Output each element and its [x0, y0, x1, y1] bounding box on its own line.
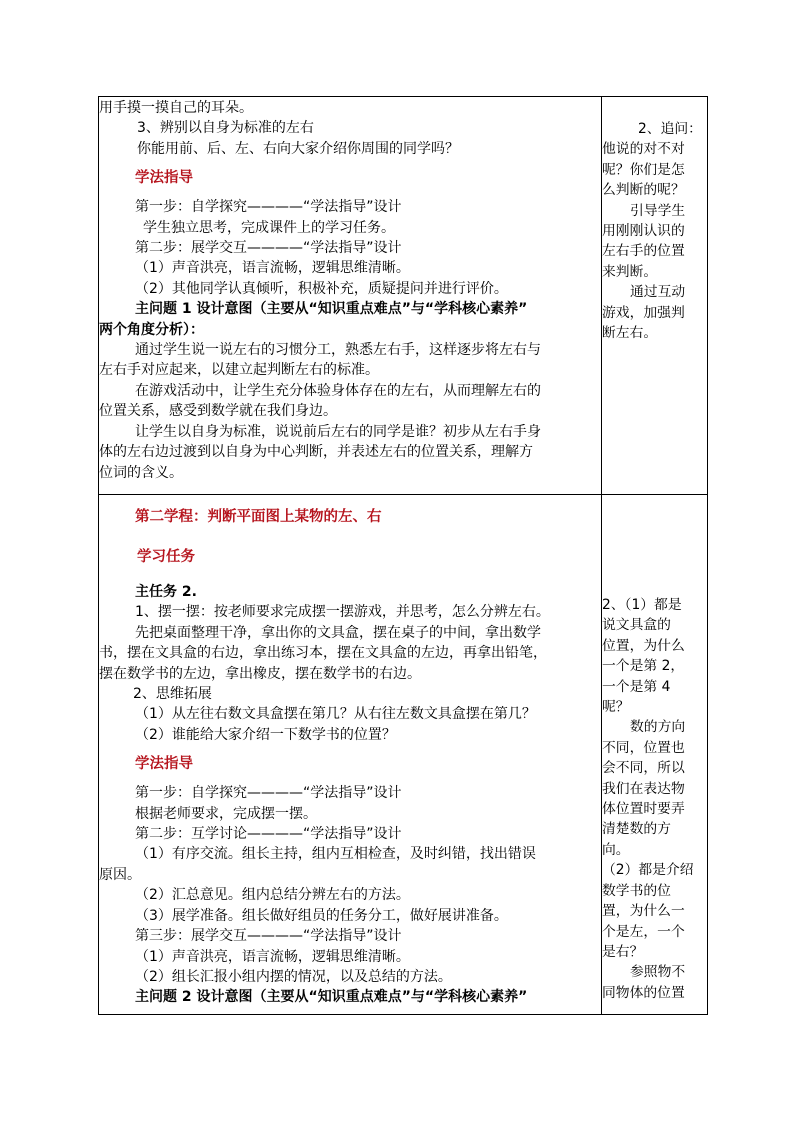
section1-row: [99, 97, 708, 495]
side-note-line: 数的方向: [630, 719, 686, 736]
text-line: 你能用前、后、左、右向大家介绍你周围的同学吗？: [137, 140, 459, 157]
task-item: 1、摆一摆：按老师要求完成摆一摆游戏，并思考，怎么分辨左右。: [135, 604, 550, 621]
section2-main-cell: [99, 495, 602, 1015]
design-intent-title: 两个角度分析）：: [99, 321, 204, 338]
section-heading: 学法指导: [135, 170, 193, 187]
side-note-line: 说文具盒的: [602, 617, 671, 634]
text-line: 3、辨别以自身为标准的左右: [137, 120, 314, 137]
side-note-line: 呢？你们是怎: [602, 161, 685, 178]
step-item: （1）声音洪亮，语言流畅，逻辑思维清晰。: [135, 260, 410, 277]
side-note-line: 清楚数的方: [602, 821, 671, 838]
section-heading: 学习任务: [137, 549, 195, 565]
paragraph-line: 让学生以自身为标准，说说前后左右的同学是谁？初步从左右手身: [135, 423, 541, 440]
text-line: 用手摸一摸自己的耳朵。: [99, 100, 253, 116]
paragraph-line: 先把桌面整理干净，拿出你的文具盒，摆在桌子的中间，拿出数学: [135, 624, 541, 641]
lesson-plan-table: [98, 96, 708, 1015]
section1-main-cell: [99, 97, 602, 495]
paragraph-line: 通过学生说一说左右的习惯分工，熟悉左右手，这样逐步将左右与: [135, 342, 541, 359]
step-item: （2）其他同学认真倾听，积极补充，质疑提问并进行评价。: [135, 280, 508, 297]
design-intent-title: 主问题 2 设计意图（主要从“知识重点难点”与“学科核心素养”: [135, 989, 528, 1006]
step-item: （1）有序交流。组长主持，组内互相检查，及时纠错，找出错误: [135, 846, 536, 863]
step-line: 第二步：展学交互————“学法指导”设计: [135, 240, 402, 257]
step-item: （3）展学准备。组长做好组员的任务分工，做好展讲准备。: [135, 907, 508, 924]
step-line: 第一步：自学探究————“学法指导”设计: [135, 785, 402, 802]
side-note-line: 体位置时要弄: [602, 801, 685, 818]
side-note-line: （2）都是介绍: [602, 862, 694, 879]
side-note-line: 用刚刚认识的: [602, 223, 685, 240]
section1-side-cell: [602, 97, 708, 495]
side-note-line: 游戏，加强判: [602, 304, 685, 321]
side-note-line: 位置，为什么: [602, 637, 685, 654]
side-note-line: 他说的对不对: [602, 141, 685, 158]
section2-row: [99, 495, 708, 1015]
question-line: （2）谁能给大家介绍一下数学书的位置？: [135, 726, 396, 743]
side-note-line: 引导学生: [630, 202, 686, 219]
side-note-line: 我们在表达物: [602, 780, 685, 797]
step-detail: 根据老师要求，完成摆一摆。: [135, 805, 317, 822]
paragraph-line: 摆在数学书的左边，拿出橡皮，摆在数学书的右边。: [99, 665, 421, 682]
paragraph-line: 左右手对应起来，以建立起判断左右的标准。: [99, 362, 379, 379]
main-task-label: 主任务 2.: [135, 584, 197, 600]
side-note-line: 断左右。: [602, 325, 658, 342]
step-item: 原因。: [99, 866, 141, 883]
paragraph-line: 在游戏活动中，让学生充分体验身体存在的左右，从而理解左右的: [135, 382, 541, 399]
step-item: （2）组长汇报小组内摆的情况，以及总结的方法。: [135, 968, 452, 985]
section2-side-cell: [602, 495, 708, 1015]
step-line: 第三步：展学交互————“学法指导”设计: [135, 928, 402, 945]
side-note-line: 向。: [602, 841, 630, 858]
side-note-line: 2、追问：: [638, 121, 702, 137]
question-line: （1）从左往右数文具盒摆在第几？从右往左数文具盒摆在第几？: [135, 706, 536, 723]
side-note-line: 置，为什么一: [602, 903, 685, 920]
section-heading: 学法指导: [135, 756, 193, 773]
task-item: 2、思维拓展: [133, 686, 212, 703]
paragraph-line: 书，摆在文具盒的右边，拿出练习本，摆在文具盒的左边，再拿出铅笔，: [99, 645, 547, 662]
side-note-line: 左右手的位置: [602, 243, 685, 260]
step-detail: 学生独立思考，完成课件上的学习任务。: [143, 219, 395, 236]
side-note-line: 会不同，所以: [602, 760, 685, 777]
side-note-line: 数学书的位: [602, 882, 671, 899]
side-note-line: 来判断。: [602, 263, 658, 280]
step-item: （1）声音洪亮，语言流畅，逻辑思维清晰。: [135, 948, 410, 965]
step-item: （2）汇总意见。组内总结分辨左右的方法。: [135, 887, 410, 904]
step-line: 第二步：互学讨论————“学法指导”设计: [135, 826, 402, 843]
side-note-line: 一个是第 2，: [602, 658, 685, 675]
paragraph-line: 体的左右边过渡到以自身为中心判断，并表述左右的位置关系，理解方: [99, 444, 533, 461]
side-note-line: 一个是第 4: [602, 678, 671, 695]
side-note-line: 个是左，一个: [602, 923, 685, 940]
step-line: 第一步：自学探究————“学法指导”设计: [135, 199, 402, 216]
side-note-line: 么判断的呢？: [602, 182, 685, 199]
side-note-line: 呢？: [602, 699, 630, 716]
paragraph-line: 位置关系，感受到数学就在我们身边。: [99, 403, 337, 420]
side-note-line: 通过互动: [630, 284, 686, 301]
side-note-line: 2、（1）都是: [602, 597, 682, 613]
side-note-line: 参照物不: [630, 964, 686, 981]
side-note-line: 是右？: [602, 943, 644, 960]
design-intent-title: 主问题 1 设计意图（主要从“知识重点难点”与“学科核心素养”: [135, 301, 528, 318]
section-title: 第二学程：判断平面图上某物的左、右: [135, 509, 382, 525]
side-note-line: 同物体的位置: [602, 984, 685, 1001]
side-note-line: 不同，位置也: [602, 739, 685, 756]
paragraph-line: 位词的含义。: [99, 464, 183, 481]
